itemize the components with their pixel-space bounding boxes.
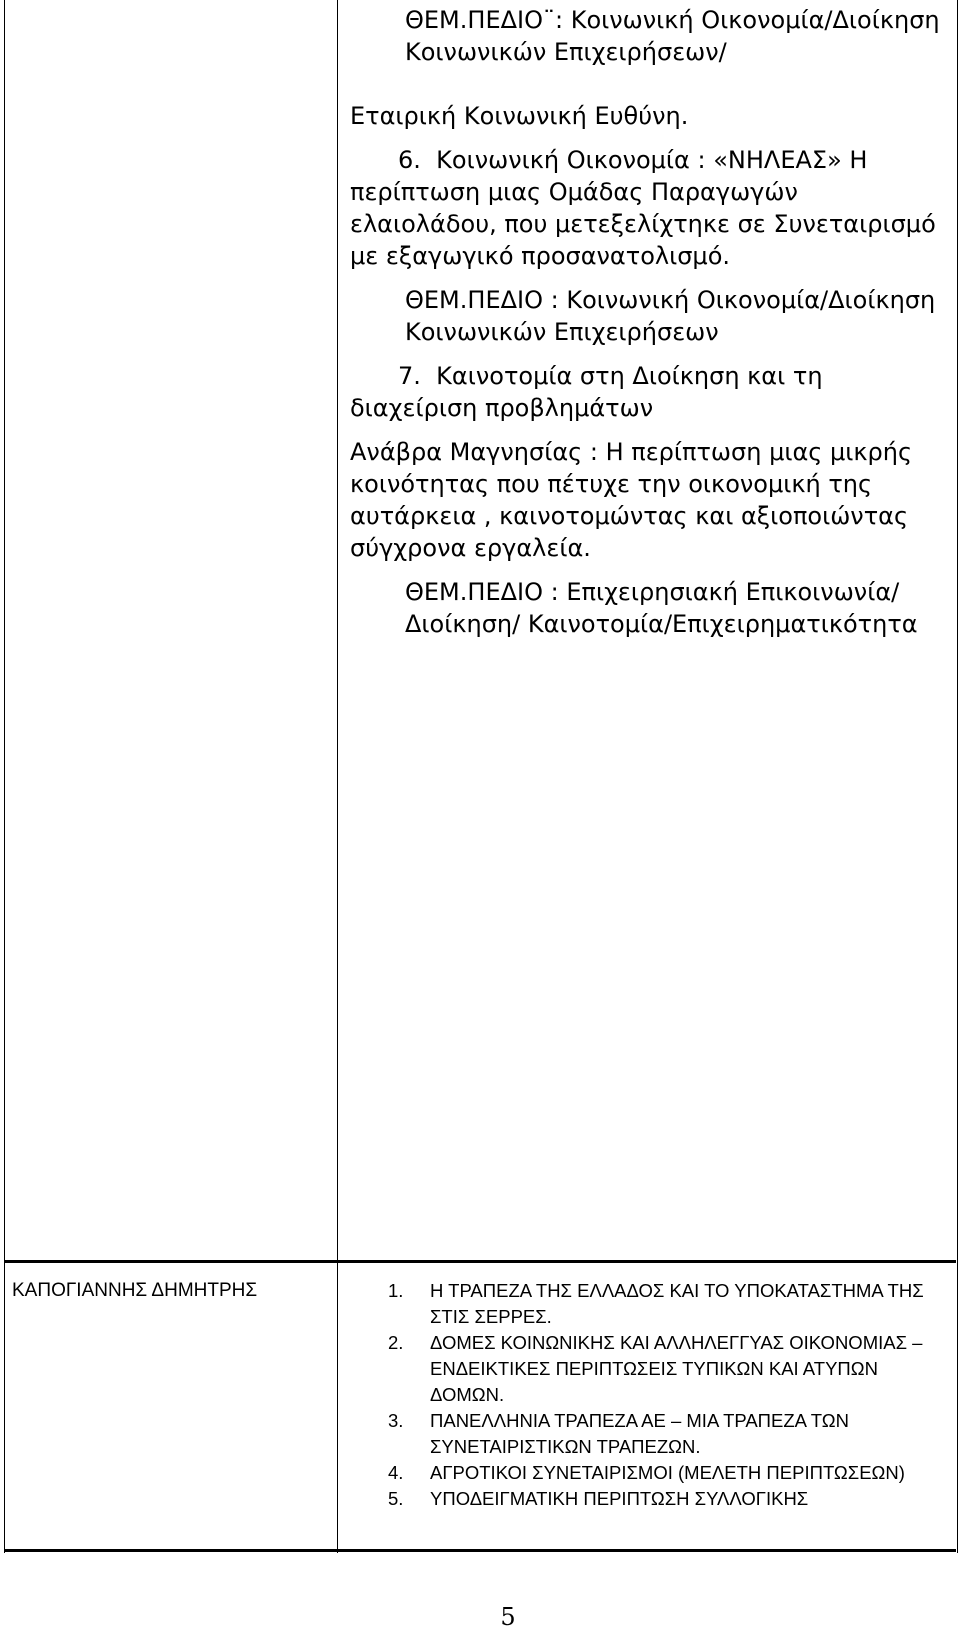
list-item-text: ΑΓΡΟΤΙΚΟΙ ΣΥΝΕΤΑΙΡΙΣΜΟΙ (ΜΕΛΕΤΗ ΠΕΡΙΠΤΩΣΕΩΝ) [430, 1462, 905, 1483]
list-item [388, 1278, 948, 1330]
list-item [388, 1486, 948, 1512]
case-item-6 [350, 144, 950, 272]
list-item-text: ΥΠΟΔΕΙΓΜΑΤΙΚΗ ΠΕΡΙΠΤΩΣΗ ΣΥΛΛΟΓΙΚΗΣ [430, 1488, 809, 1509]
list-item [388, 1460, 948, 1486]
case-item-7-description: Ανάβρα Μαγνησίας : Η περίπτωση μιας μικρής κοινότητας που πέτυχε την οικονομική της αυτάρκεια , καινοτομώντας και αξιοποιώντας σύγχρονα εργαλεία. [350, 438, 913, 562]
case-item-7-text: Καινοτομία στη Διοίκηση και τη διαχείριση προβλημάτων [350, 362, 823, 422]
list-item-text: Η ΤΡΑΠΕΖΑ ΤΗΣ ΕΛΛΑΔΟΣ ΚΑΙ ΤΟ ΥΠΟΚΑΤΑΣΤΗΜΑ ΤΗΣ ΣΤΙΣ ΣΕΡΡΕΣ. [430, 1280, 924, 1327]
upper-right-cell [350, 4, 950, 640]
case-study-list [388, 1278, 948, 1512]
thematic-field-3: ΘΕΜ.ΠΕΔΙΟ : Επιχειρησιακή Επικοινωνία/Διοίκηση/ Καινοτομία/Επιχειρηματικότητα [405, 578, 918, 638]
list-item-text: ΔΟΜΕΣ ΚΟΙΝΩΝΙΚΗΣ ΚΑΙ ΑΛΛΗΛΕΓΓΥΑΣ ΟΙΚΟΝΟΜΙΑΣ – ΕΝΔΕΙΚΤΙΚΕΣ ΠΕΡΙΠΤΩΣΕΙΣ ΤΥΠΙΚΩΝ ΚΑΙ ΑΤΥΠΩΝ ΔΟΜΩΝ. [430, 1332, 923, 1405]
table-bottom-border [4, 1549, 956, 1552]
thematic-field-1-continued: Εταιρική Κοινωνική Ευθύνη. [350, 102, 689, 130]
list-item-number: 3. [388, 1410, 404, 1431]
list-item-number: 5. [388, 1488, 404, 1509]
author-name: ΚΑΠΟΓΙΑΝΝΗΣ ΔΗΜΗΤΡΗΣ [12, 1280, 258, 1301]
case-item-6-text: Κοινωνική Οικονομία : «ΝΗΛΕΑΣ» Η περίπτωση μιας Ομάδας Παραγωγών ελαιολάδου, που μετεξελίχτηκε σε Συνεταιρισμό με εξαγωγικό προσανατολισμό. [350, 146, 936, 270]
list-item-number: 4. [388, 1462, 404, 1483]
row-separator [4, 1260, 956, 1263]
list-item [388, 1330, 948, 1408]
case-item-7 [350, 360, 950, 424]
thematic-field-2: ΘΕΜ.ΠΕΔΙΟ : Κοινωνική Οικονομία/Διοίκηση Κοινωνικών Επιχειρήσεων [405, 286, 936, 346]
list-item-number: 1. [388, 1280, 404, 1301]
thematic-field-1: ΘΕΜ.ΠΕΔΙΟ¨: Κοινωνική Οικονομία/Διοίκηση Κοινωνικών Επιχειρήσεων/ [405, 6, 940, 66]
case-item-6-number: 6. [398, 146, 421, 174]
list-item-number: 2. [388, 1332, 404, 1353]
column-divider [337, 0, 338, 1553]
page-number: 5 [500, 1603, 516, 1631]
list-item [388, 1408, 948, 1460]
case-item-7-number: 7. [398, 362, 421, 390]
list-item-text: ΠΑΝΕΛΛΗΝΙΑ ΤΡΑΠΕΖΑ ΑΕ – ΜΙΑ ΤΡΑΠΕΖΑ ΤΩΝ ΣΥΝΕΤΑΙΡΙΣΤΙΚΩΝ ΤΡΑΠΕΖΩΝ. [430, 1410, 849, 1457]
